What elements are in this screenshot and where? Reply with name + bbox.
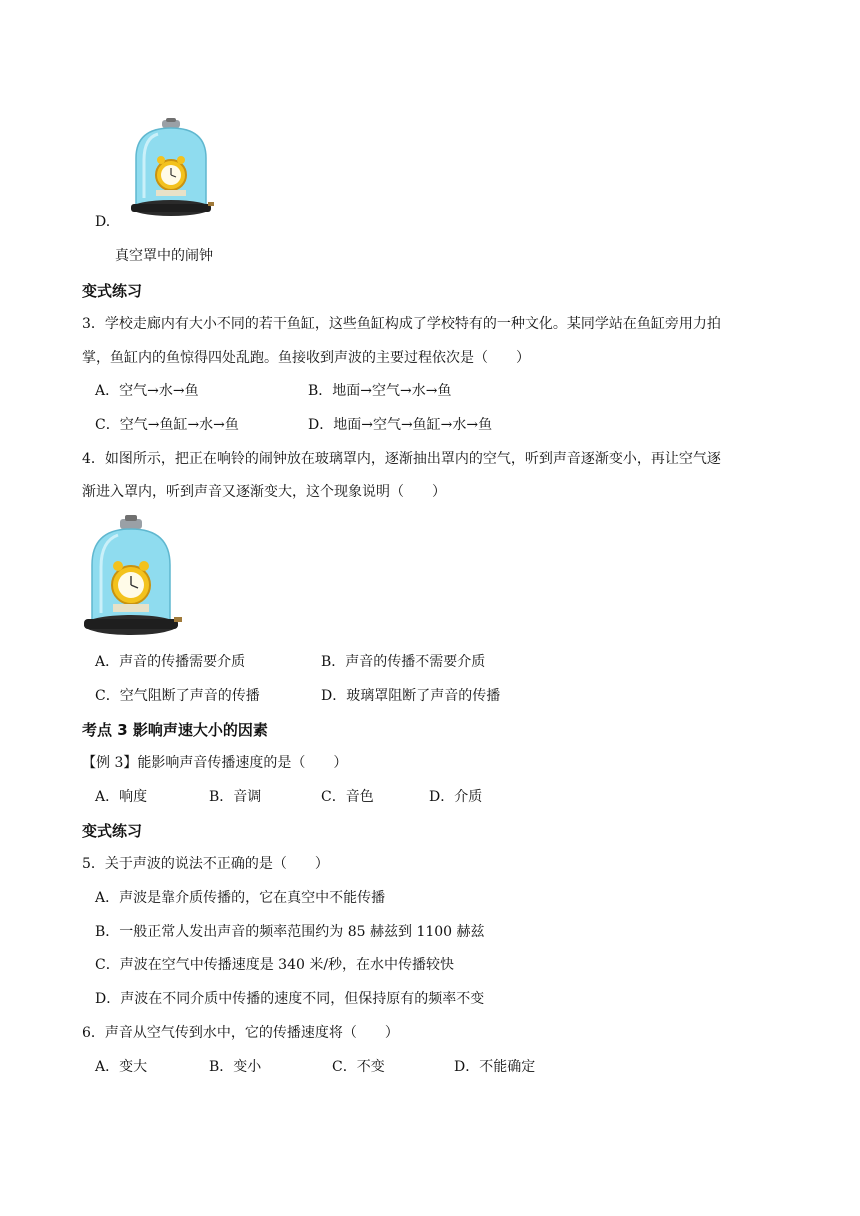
q5-stem: 5．关于声波的说法不正确的是（ ）: [82, 856, 329, 872]
ex3-option-d: D．介质: [429, 789, 483, 805]
q4-stem-line1: 4．如图所示，把正在响铃的闹钟放在玻璃罩内，逐渐抽出罩内的空气，听到声音逐渐变小，再让空气逐: [82, 451, 721, 467]
option-d-label: D.: [95, 214, 111, 230]
ex3-option-a: A．响度: [95, 789, 148, 805]
ex3-option-b: B．音调: [209, 789, 262, 805]
q5-option-d: D．声波在不同介质中传播的速度不同，但保持原有的频率不变: [95, 991, 485, 1007]
q6-option-a: A．变大: [95, 1059, 148, 1075]
image-caption: 真空罩中的闹钟: [115, 248, 213, 264]
q3-option-d: D．地面→空气→鱼缸→水→鱼: [308, 417, 493, 433]
q3-stem-line2: 掌，鱼缸内的鱼惊得四处乱跑。鱼接收到声波的主要过程依次是（ ）: [82, 350, 530, 366]
q6-option-d: D．不能确定: [454, 1059, 536, 1075]
bell-jar-clock-image: [128, 118, 214, 220]
kaodian3-title: 考点 3 影响声速大小的因素: [82, 721, 268, 739]
q4-stem-line2: 渐进入罩内，听到声音又逐渐变大，这个现象说明（ ）: [82, 484, 446, 500]
section-title-variant-1: 变式练习: [82, 282, 143, 300]
q6-stem: 6．声音从空气传到水中，它的传播速度将（ ）: [82, 1025, 399, 1041]
q6-option-b: B．变小: [209, 1059, 262, 1075]
ex3-option-c: C．音色: [321, 789, 374, 805]
q5-option-b: B．一般正常人发出声音的频率范围约为 85 赫兹到 1100 赫兹: [95, 924, 485, 940]
section-title-variant-2: 变式练习: [82, 822, 143, 840]
q4-option-c: C．空气阻断了声音的传播: [95, 688, 260, 704]
ex3-stem: 【例 3】能影响声音传播速度的是（ ）: [82, 755, 348, 771]
q4-option-b: B．声音的传播不需要介质: [321, 654, 486, 670]
q3-stem-line1: 3．学校走廊内有大小不同的若干鱼缸，这些鱼缸构成了学校特有的一种文化。某同学站在鱼缸旁用力拍: [82, 316, 721, 332]
bell-jar-clock-image-2: [82, 515, 182, 641]
q4-option-a: A．声音的传播需要介质: [95, 654, 246, 670]
q3-option-b: B．地面→空气→水→鱼: [308, 383, 452, 399]
q3-option-a: A．空气→水→鱼: [95, 383, 199, 399]
q4-option-d: D．玻璃罩阻断了声音的传播: [321, 688, 501, 704]
q6-option-c: C．不变: [332, 1059, 385, 1075]
q5-option-a: A．声波是靠介质传播的，它在真空中不能传播: [95, 890, 386, 906]
q5-option-c: C．声波在空气中传播速度是 340 米/秒，在水中传播较快: [95, 957, 455, 973]
q3-option-c: C．空气→鱼缸→水→鱼: [95, 417, 239, 433]
